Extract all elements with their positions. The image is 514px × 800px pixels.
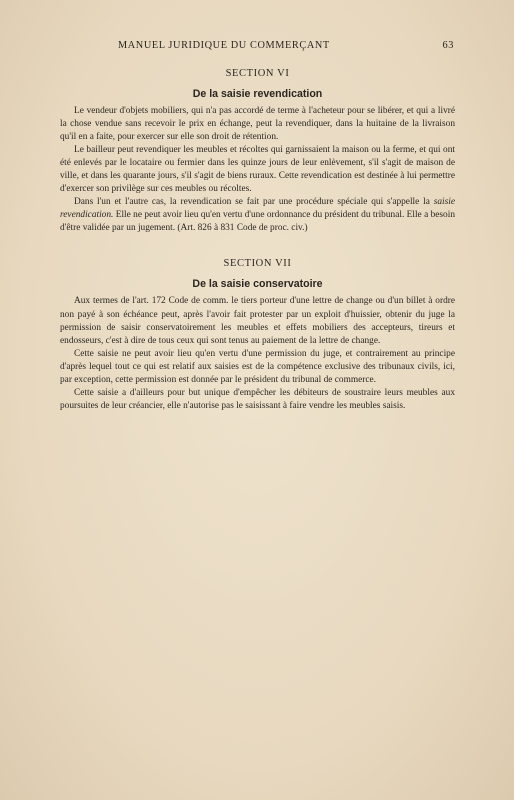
paragraph: Aux termes de l'art. 172 Code de comm. le tiers porteur d'une lettre de change ou d'un billet à ordre non payé à son échéance peut, après l'avoir fait protester par un exploit d'huissier, obtenir du juge la permission de saisir conservatoirement les meubles et effets mobiliers des accepteurs, tireurs et endosseurs, c'est à dire de tous ceux qui sont tenus au paiement de la lettre de change.	[60, 296, 455, 346]
section-label: SECTION VI	[225, 68, 290, 79]
paragraph: Le bailleur peut revendiquer les meubles et récoltes qui garnissaient la maison ou la ferme, et qui ont été enlevés par le locataire ou fermier dans les quinze jours de leur enlèvement, s'il s'agit de maison de ville, et dans les quarante jours, s'il s'agit de biens ruraux. Cette revendication est destinée à lui permettre d'exercer son privilège sur ces meubles ou récoltes.	[60, 145, 455, 195]
section-vi	[60, 67, 455, 235]
section-vii	[60, 257, 455, 412]
paragraph: Cette saisie a d'ailleurs pour but unique d'empêcher les débiteurs de soustraire leurs meubles aux poursuites de leur créancier, elle n'autorise pas le saisissant à faire vendre les meubles saisis.	[60, 387, 455, 411]
italic-term: saisie revendication.	[60, 197, 455, 221]
paragraph	[60, 196, 455, 235]
running-header	[118, 40, 454, 54]
section-label: SECTION VII	[223, 258, 292, 270]
paragraph-text: Dans l'un et l'autre cas, la revendication se fait par une procédure spéciale qui s'appelle la	[74, 197, 434, 208]
paragraph: Cette saisie ne peut avoir lieu qu'en vertu d'une permission du juge, et contrairement au principe d'après lequel tout ce qui est relatif aux saisies est de la compétence exclusive des tribunaux civils, ici, par exception, cette permission est donnée par le président du tribunal de commerce.	[60, 348, 455, 385]
section-heading: De la saisie revendication	[192, 88, 323, 100]
section-heading: De la saisie conservatoire	[192, 278, 323, 291]
paragraph-text: Elle ne peut avoir lieu qu'en vertu d'une ordonnance du président du tribunal. Elle a besoin d'être validée par un jugement. (Art. 826 à 831 Code de proc. civ.)	[60, 210, 455, 234]
page-body	[60, 67, 455, 413]
running-title: MANUEL JURIDIQUE DU COMMERÇANT	[118, 40, 330, 51]
paragraph: Le vendeur d'objets mobiliers, qui n'a pas accordé de terme à l'acheteur pour se libérer, et qui a livré la chose vendue sans recevoir le prix en échange, peut la revendiquer, dans la huitaine de la livraison qu'il en a faite, pour exercer sur elle son droit de rétention.	[60, 106, 455, 143]
page-number: 63	[442, 40, 454, 51]
